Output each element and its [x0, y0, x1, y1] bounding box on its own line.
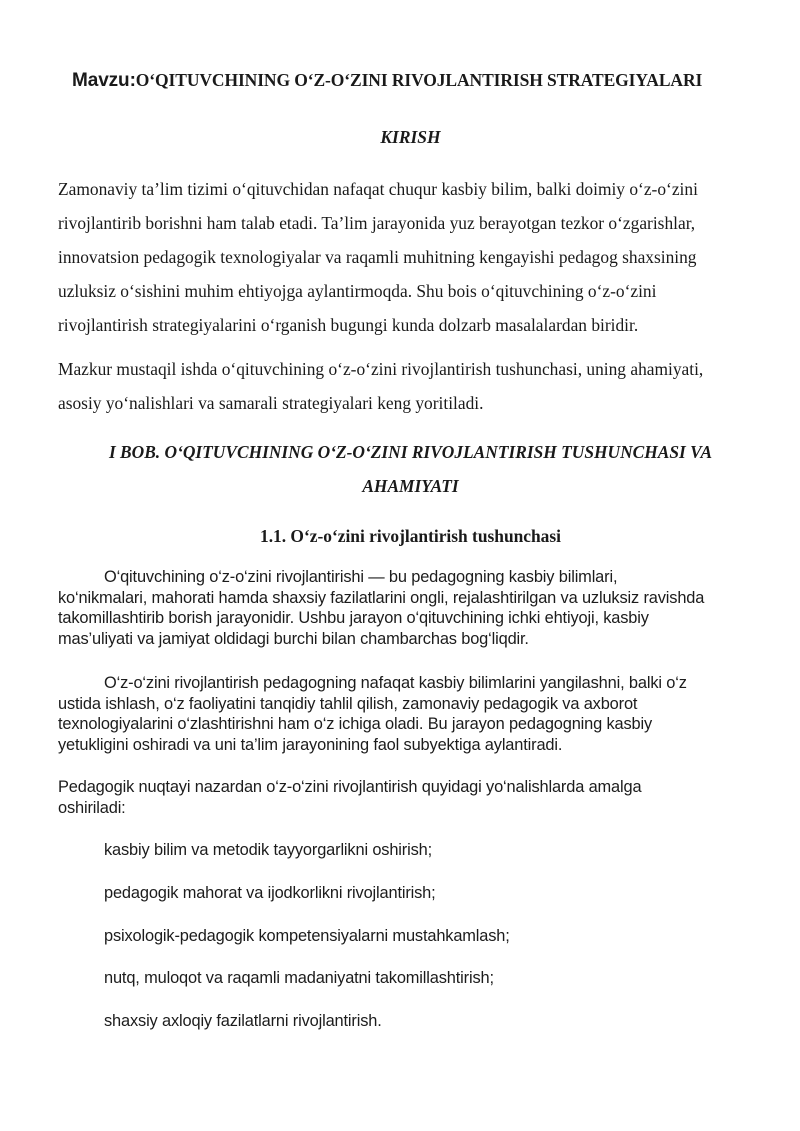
text-line: takomillashtirib borish jarayonidir. Ushbu jarayon o‘qituvchining ichki ehtiyoji, kasbiy: [58, 609, 649, 628]
text-line: uzluksiz o‘sishini muhim ehtiyojga aylantirmoqda. Shu bois o‘qituvchining o‘z-o‘zini: [58, 281, 657, 301]
list-item: shaxsiy axloqiy fazilatlarni rivojlantirish.: [104, 1012, 382, 1030]
text-line: asosiy yo‘nalishlari va samarali strategiyalari keng yoritiladi.: [58, 393, 484, 413]
title-text: O‘QITUVCHINING O‘Z-O‘ZINI RIVOJLANTIRISH STRATEGIYALARI: [135, 70, 703, 90]
document-title: [72, 70, 772, 92]
text-line: ko‘nikmalari, mahorati hamda shaxsiy fazilatlarini ongli, rejalashtirilgan va uzluksiz ravishda: [58, 588, 705, 607]
text-line: mas’uliyati va jamiyat oldidagi burchi bilan chambarchas bog‘liqdir.: [58, 629, 529, 648]
text-line: O‘qituvchining o‘z-o‘zini rivojlantirishi — bu pedagogning kasbiy bilimlari,: [104, 568, 618, 586]
text-line: O‘z-o‘zini rivojlantirish pedagogning nafaqat kasbiy bilimlarini yangilashni, balki o‘z: [104, 674, 687, 692]
section-paragraph-1: [58, 567, 778, 649]
text-line: ustida ishlash, o‘z faoliyatini tanqidiy tahlil qilish, zamonaviy pedagogik va axborot: [58, 694, 638, 713]
text-line: oshiriladi:: [58, 798, 126, 817]
heading-line: I BOB. O‘QITUVCHINING O‘Z-O‘ZINI RIVOJLANTIRISH TUSHUNCHASI VA: [108, 442, 713, 462]
text-line: innovatsion pedagogik texnologiyalar va raqamli muhitning kengayishi pedagog shaxsining: [58, 247, 697, 267]
text-line: yetukligini oshiradi va uni ta’lim jarayonining faol subyektiga aylantiradi.: [58, 735, 563, 754]
text-line: texnologiyalarini o‘zlashtirishni ham o‘z ichiga oladi. Bu jarayon pedagogning kasbiy: [58, 715, 653, 734]
list-item: pedagogik mahorat va ijodkorlikni rivojlantirish;: [104, 884, 436, 902]
intro-heading: KIRISH: [380, 127, 441, 147]
list-item: nutq, muloqot va raqamli madaniyatni takomillashtirish;: [104, 969, 494, 987]
section-heading: 1.1. O‘z-o‘zini rivojlantirish tushunchasi: [260, 526, 561, 546]
list-item: kasbiy bilim va metodik tayyorgarlikni oshirish;: [104, 841, 433, 859]
list-item: psixologik-pedagogik kompetensiyalarni mustahkamlash;: [104, 927, 510, 945]
text-line: Mazkur mustaqil ishda o‘qituvchining o‘z-o‘zini rivojlantirish tushunchasi, uning ahamiyati,: [58, 359, 704, 379]
heading-line: AHAMIYATI: [362, 476, 459, 496]
text-line: rivojlantirib borishni ham talab etadi. Ta’lim jarayonida yuz berayotgan tezkor o‘zgarishlar,: [58, 213, 696, 233]
text-line: rivojlantirish strategiyalarini o‘rganish bugungi kunda dolzarb masalalardan biridir.: [58, 315, 639, 335]
text-line: Zamonaviy ta’lim tizimi o‘qituvchidan nafaqat chuqur kasbiy bilim, balki doimiy o‘z-o‘zini: [58, 179, 698, 199]
title-lead: Mavzu:: [72, 70, 136, 91]
text-line: Pedagogik nuqtayi nazardan o‘z-o‘zini rivojlantirish quyidagi yo‘nalishlarda amalga: [58, 778, 642, 796]
intro-paragraph-2: [58, 352, 763, 420]
section-paragraph-2: [58, 673, 778, 755]
section-paragraph-3: [58, 777, 778, 818]
chapter-heading: [58, 435, 763, 503]
intro-paragraph-1: [58, 172, 763, 342]
